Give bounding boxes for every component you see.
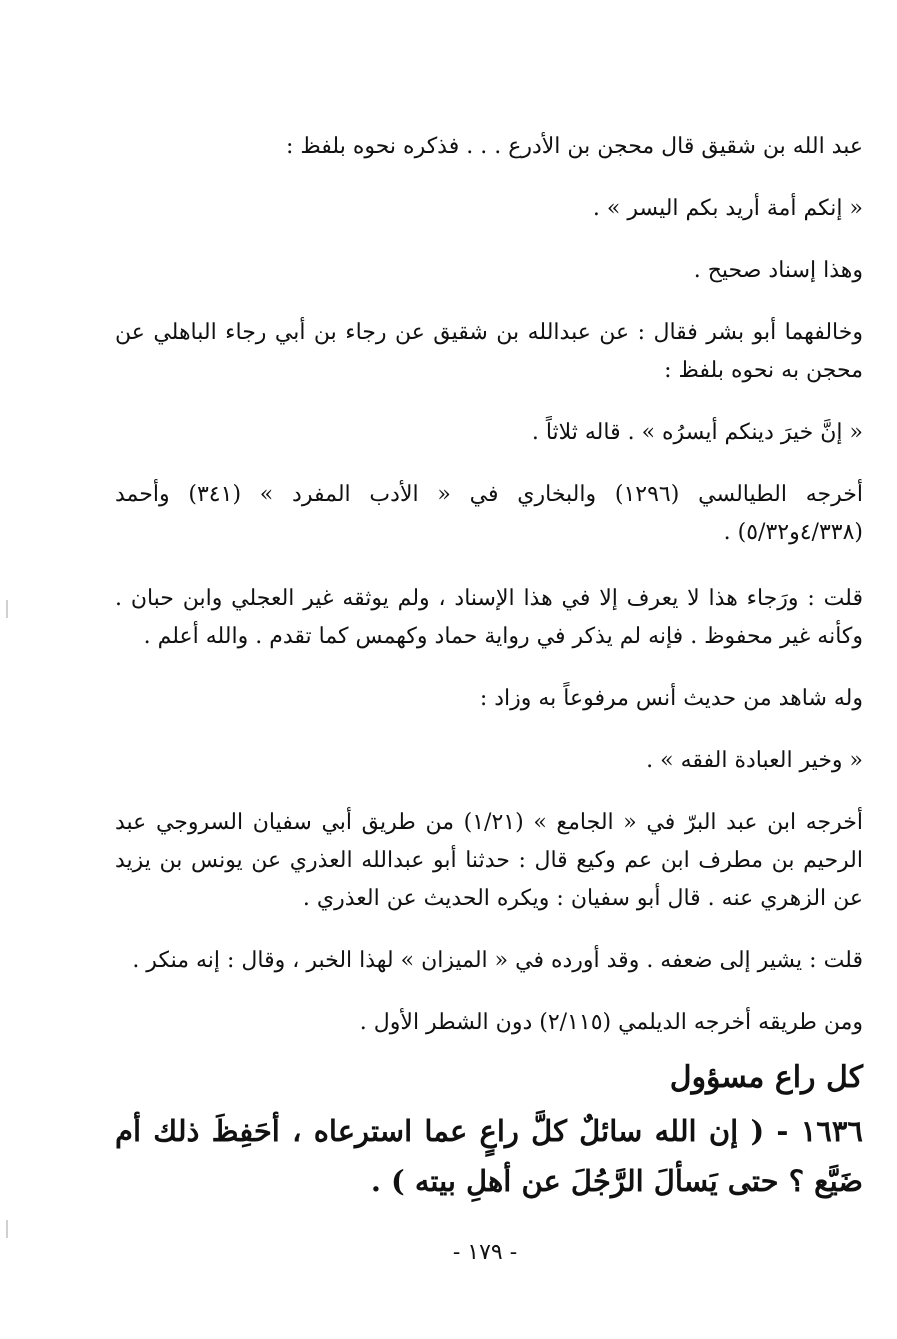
page-number: - ١٧٩ - xyxy=(452,1240,518,1265)
hadith-text: ١٦٣٦ - ( إن الله سائلٌ كلَّ راعٍ عما استرعاه ، أحَفِظَ ذلك أم ضَيَّع ؟ حتى يَسألَ الرَّجُلَ عن أهلِ بيته ) . xyxy=(115,1114,863,1198)
paragraph-6: وله شاهد من حديث أنس مرفوعاً به وزاد : xyxy=(479,686,863,711)
quote-1: « إنكم أمة أريد بكم اليسر » . xyxy=(592,196,863,221)
paragraph-2: وهذا إسناد صحيح . xyxy=(693,258,863,283)
paragraph-7: أخرجه ابن عبد البرّ في « الجامع » (١/٢١) من طريق أبي سفيان السروجي عبد الرحيم بن مطرف ابن عم وكيع قال : حدثنا أبو عبدالله العذري عن يونس بن يزيد عن الزهري عنه . قال أبو سفيان : ويكره الحديث عن العذري . xyxy=(115,810,863,911)
paragraph-5: قلت : ورَجاء هذا لا يعرف إلا في هذا الإسناد ، ولم يوثقه غير العجلي وابن حبان . وكأنه غير محفوظ . فإنه لم يذكر في رواية حماد وكهمس كما تقدم . والله أعلم . xyxy=(115,586,863,649)
paragraph-4: أخرجه الطيالسي (١٢٩٦) والبخاري في « الأدب المفرد » (٣٤١) وأحمد (٤/٣٣٨و٥/٣٢) . xyxy=(115,482,864,545)
section-heading: كل راع مسؤول xyxy=(669,1060,863,1095)
paragraph-8: قلت : يشير إلى ضعفه . وقد أورده في « الميزان » لهذا الخبر ، وقال : إنه منكر . xyxy=(132,948,863,973)
paragraph-3: وخالفهما أبو بشر فقال : عن عبدالله بن شقيق عن رجاء بن أبي رجاء الباهلي عن محجن به نحوه بلفظ : xyxy=(115,320,863,383)
page-body xyxy=(115,128,863,1206)
paragraph-1: عبد الله بن شقيق قال محجن بن الأدرع . . . فذكره نحوه بلفظ : xyxy=(286,134,863,159)
margin-mark xyxy=(6,1220,8,1238)
paragraph-9: ومن طريقه أخرجه الديلمي (٢/١١٥) دون الشطر الأول . xyxy=(359,1010,863,1035)
quote-2: « إنَّ خيرَ دينكم أيسرُه » . قاله ثلاثاً . xyxy=(531,420,863,445)
quote-3: « وخير العبادة الفقه » . xyxy=(646,748,863,773)
margin-mark xyxy=(6,600,8,618)
